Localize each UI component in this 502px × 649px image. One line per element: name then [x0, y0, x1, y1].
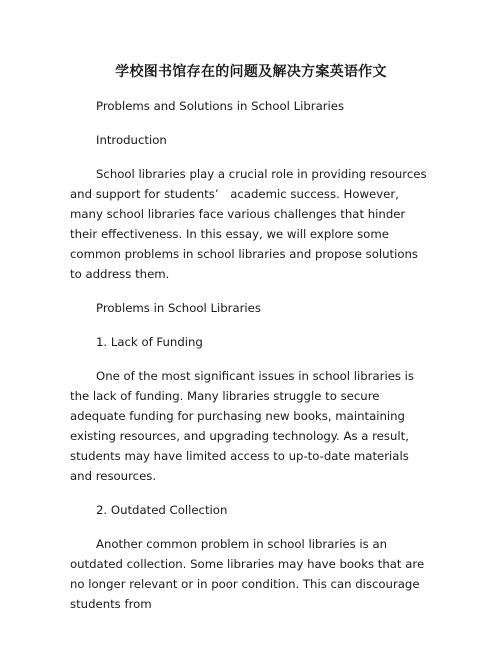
- subheading-lack-of-funding: 1. Lack of Funding: [96, 335, 203, 349]
- essay-title: Problems and Solutions in School Libraries: [96, 99, 345, 113]
- subheading-outdated-collection: 2. Outdated Collection: [96, 503, 228, 517]
- outdated-collection-paragraph: Another common problem in school libraries is an outdated collection. Some libraries may have books that are no longer relevant or in poor condition. This can discourage students from: [70, 537, 425, 611]
- funding-paragraph: One of the most significant issues in school libraries is the lack of funding. Many libraries struggle to secure adequate funding for purchasing new books, maintaining existing resources, and upgrading technology. As a result, students may have limited access to up-to-date materials and resources.: [70, 369, 415, 483]
- document-title: 学校图书馆存在的问题及解决方案英语作文: [115, 64, 387, 80]
- document-body: [70, 96, 432, 628]
- section-heading-problems: Problems in School Libraries: [96, 301, 261, 315]
- introduction-paragraph: School libraries play a crucial role in providing resources and support for students’ academic success. However, many school libraries face various challenges that hinder their effectiveness. In this essay, we will explore some common problems in school libraries and propose solutions to address them.: [70, 167, 427, 281]
- section-heading-introduction: Introduction: [96, 133, 167, 147]
